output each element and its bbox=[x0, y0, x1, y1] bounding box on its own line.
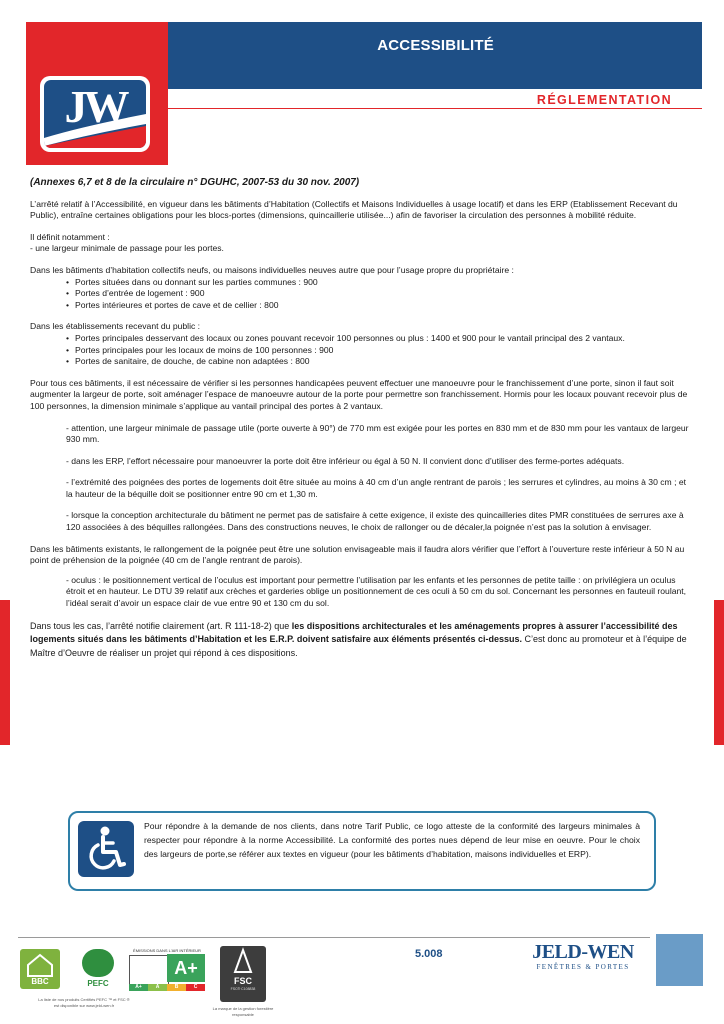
pefc-text: PEFC bbox=[87, 979, 109, 988]
list-item: - l’extrémité des poignées des portes de logements doit être située au moins à 40 cm d’un angle rentrant de parois ; les serrures et cylindres, au moins à 30 cm ; et la hauteur de la béquille doit se positionner entre 90 cm et 1,30 m. bbox=[66, 477, 687, 499]
collective-label: Dans les bâtiments d’habitation collectifs neufs, ou maisons individuelles neuves autre que pour l’usage propre du propriétaire : bbox=[30, 264, 514, 275]
lead-reference: (Annexes 6,7 et 8 de la circulaire n° DGUHC, 2007-53 du 30 nov. 2007) bbox=[30, 177, 360, 188]
brand-subtitle: FENÊTRES & PORTES bbox=[536, 963, 630, 971]
defines-label: Il définit notamment : bbox=[30, 231, 110, 242]
accessibility-info-box bbox=[68, 811, 656, 891]
scale-step: A bbox=[148, 984, 167, 991]
oculus-list bbox=[30, 575, 692, 610]
list-item: - oculus : le positionnement vertical de l’oculus est important pour permettre l’utilisation par les enfants et les personnes de petite taille : on privilégiera un oculus étroit et en hauteur. Le DTU 39 relatif aux crèches et garderies oblige un positionnement de ces oculi à 50 cm du sol. Concernant les personnes en fauteuil roulant, l’idéal serait d’avoir un espace clair de vue entre 90 et 130 cm du sol. bbox=[66, 574, 687, 609]
existing-buildings-paragraph: Dans les bâtiments existants, le rallongement de la poignée peut être une solution envisageable mais il faudra alors vérifier que l’effort à l’ouverture reste inférieur à 50 N au point de préhension de la poignée (40 cm de l’angle rentrant de parois). bbox=[30, 543, 685, 566]
all-buildings-paragraph: Pour tous ces bâtiments, il est nécessaire de vérifier si les personnes handicapées peuvent effectuer une manoeuvre pour le franchissement d’une porte, sinon il faut soit augmenter la largeur de porte, soit aménager l’espace de manoeuvre autour de la porte pour permettre son franchissement. Hormis pour les locaux pouvant recevoir plus de 100 personnes, la dimension minimale s’applique au vantail principal des portes à 2 vantaux. bbox=[30, 377, 688, 411]
subtitle-underline bbox=[168, 108, 702, 109]
wheelchair-icon bbox=[78, 821, 134, 877]
closing-paragraph bbox=[30, 620, 692, 661]
list-item: • Portes situées dans ou donnant sur les parties communes : 900 bbox=[66, 277, 692, 289]
scale-step: C bbox=[186, 984, 205, 991]
bbc-label-icon bbox=[20, 949, 60, 989]
section-subtitle: RÉGLEMENTATION bbox=[536, 93, 672, 107]
pefc-label-icon bbox=[78, 949, 118, 991]
air-quality-grade: A+ bbox=[167, 954, 205, 982]
footer-divider bbox=[18, 937, 650, 938]
left-margin-marker bbox=[0, 600, 10, 745]
page-title: ACCESSIBILITÉ bbox=[377, 37, 494, 54]
main-content bbox=[30, 177, 692, 670]
closing-start: Dans tous les cas, l’arrêté notifie clairement (art. R 111-18-2) que bbox=[30, 620, 292, 631]
footer-color-tab bbox=[656, 934, 703, 986]
fsc-note: La marque de la gestion forestière responsable bbox=[212, 1006, 274, 1017]
requirements-list bbox=[30, 423, 692, 534]
defines-item: - une largeur minimale de passage pour les portes. bbox=[30, 243, 224, 254]
jw-logo-inner bbox=[44, 80, 146, 148]
air-quality-label-icon bbox=[127, 948, 207, 992]
intro-paragraph: L’arrêté relatif à l’Accessibilité, en vigueur dans les bâtiments d’Habitation (Collectifs et Maisons Individuelles à usage locatif) et dans les ERP (Etablissement Recevant du Public), entraîne certaines obligations pour les blocs-portes (dimensions, quincaillerie utilisée...) afin de favoriser la circulation des personnes à mobilité réduite. bbox=[30, 198, 678, 221]
header-bar bbox=[168, 22, 702, 89]
list-item: • Portes principales desservant des locaux ou zones pouvant recevoir 100 personnes ou plus : 1400 et 900 pour le vantail principal des 2 vantaux. bbox=[66, 333, 692, 345]
list-item: • Portes intérieures et portes de cave et de cellier : 800 bbox=[66, 300, 692, 312]
fsc-text: FSC bbox=[234, 976, 252, 986]
air-quality-header: ÉMISSIONS DANS L'AIR INTÉRIEUR bbox=[133, 948, 201, 953]
scale-step: B bbox=[167, 984, 186, 991]
closing-end: C’est donc au promoteur et à l’équipe de Maître d’Oeuvre de réaliser un projet qui répond à ces dispositions. bbox=[30, 634, 687, 658]
house-icon bbox=[129, 955, 169, 985]
fsc-label-icon bbox=[220, 946, 266, 1002]
right-margin-marker bbox=[714, 600, 724, 745]
list-item: - dans les ERP, l’effort nécessaire pour manoeuvrer la porte doit être inférieur ou égal à 50 N. Il convient donc d’utiliser des ferme-portes adéquats. bbox=[66, 455, 625, 466]
list-item: • Portes de sanitaire, de douche, de cabine non adaptées : 800 bbox=[66, 356, 692, 368]
logo-text: JW bbox=[64, 81, 126, 132]
logo-block bbox=[26, 22, 168, 165]
brand-name: JELD-WEN bbox=[532, 941, 634, 963]
erp-label: Dans les établissements recevant du public : bbox=[30, 321, 201, 332]
list-item: • Portes principales pour les locaux de moins de 100 personnes : 900 bbox=[66, 345, 692, 357]
list-item: • Portes d’entrée de logement : 900 bbox=[66, 288, 692, 300]
list-item: - lorsque la conception architecturale du bâtiment ne permet pas de satisfaire à cette exigence, il existe des quincailleries dites PMR constituées de serrures axe à 120 associées à des béquilles rallongées. Dans des constructions neuves, le choix de rallonger ou de décaler,la poignée n’est pas la solution à envisager. bbox=[66, 510, 684, 533]
jw-logo bbox=[40, 76, 150, 152]
bbc-text: BBC bbox=[31, 977, 49, 986]
scale-step: A+ bbox=[129, 984, 148, 991]
closing-bold: les dispositions architecturales et les aménagements propres à assurer l’accessibilité des logements situés dans les bâtiments d’Habitation et les E.R.P. doivent satisfaire aux éléments présentés ci-dessus. bbox=[30, 620, 678, 645]
erp-list bbox=[30, 333, 692, 368]
air-quality-scale bbox=[129, 984, 205, 991]
page-number: 5.008 bbox=[415, 948, 443, 960]
certification-note: La liste de nos produits Certifiés PEFC ™ et FSC ® est disponible sur www.jeld-wen.fr bbox=[38, 997, 130, 1008]
list-item: - attention, une largeur minimale de passage utile (porte ouverte à 90°) de 770 mm est exigée pour les portes en 830 mm et de 830 mm pour les vantaux de largeur 930 mm. bbox=[66, 422, 689, 445]
collective-list bbox=[30, 277, 692, 312]
fsc-code: FSC® C108838 bbox=[230, 987, 256, 991]
info-text: Pour répondre à la demande de nos clients, dans notre Tarif Public, ce logo atteste de la conformité des largeurs minimales à respecter pour répondre à la norme Accessibilité. La conformité des portes nues dépend de leur mise en oeuvre. Pour le choix des largeurs de porte,se référer aux textes en vigueur (pour les bâtiments d’habitation, maisons individuelles et ERP). bbox=[144, 821, 640, 859]
jeld-wen-logo bbox=[526, 941, 640, 973]
